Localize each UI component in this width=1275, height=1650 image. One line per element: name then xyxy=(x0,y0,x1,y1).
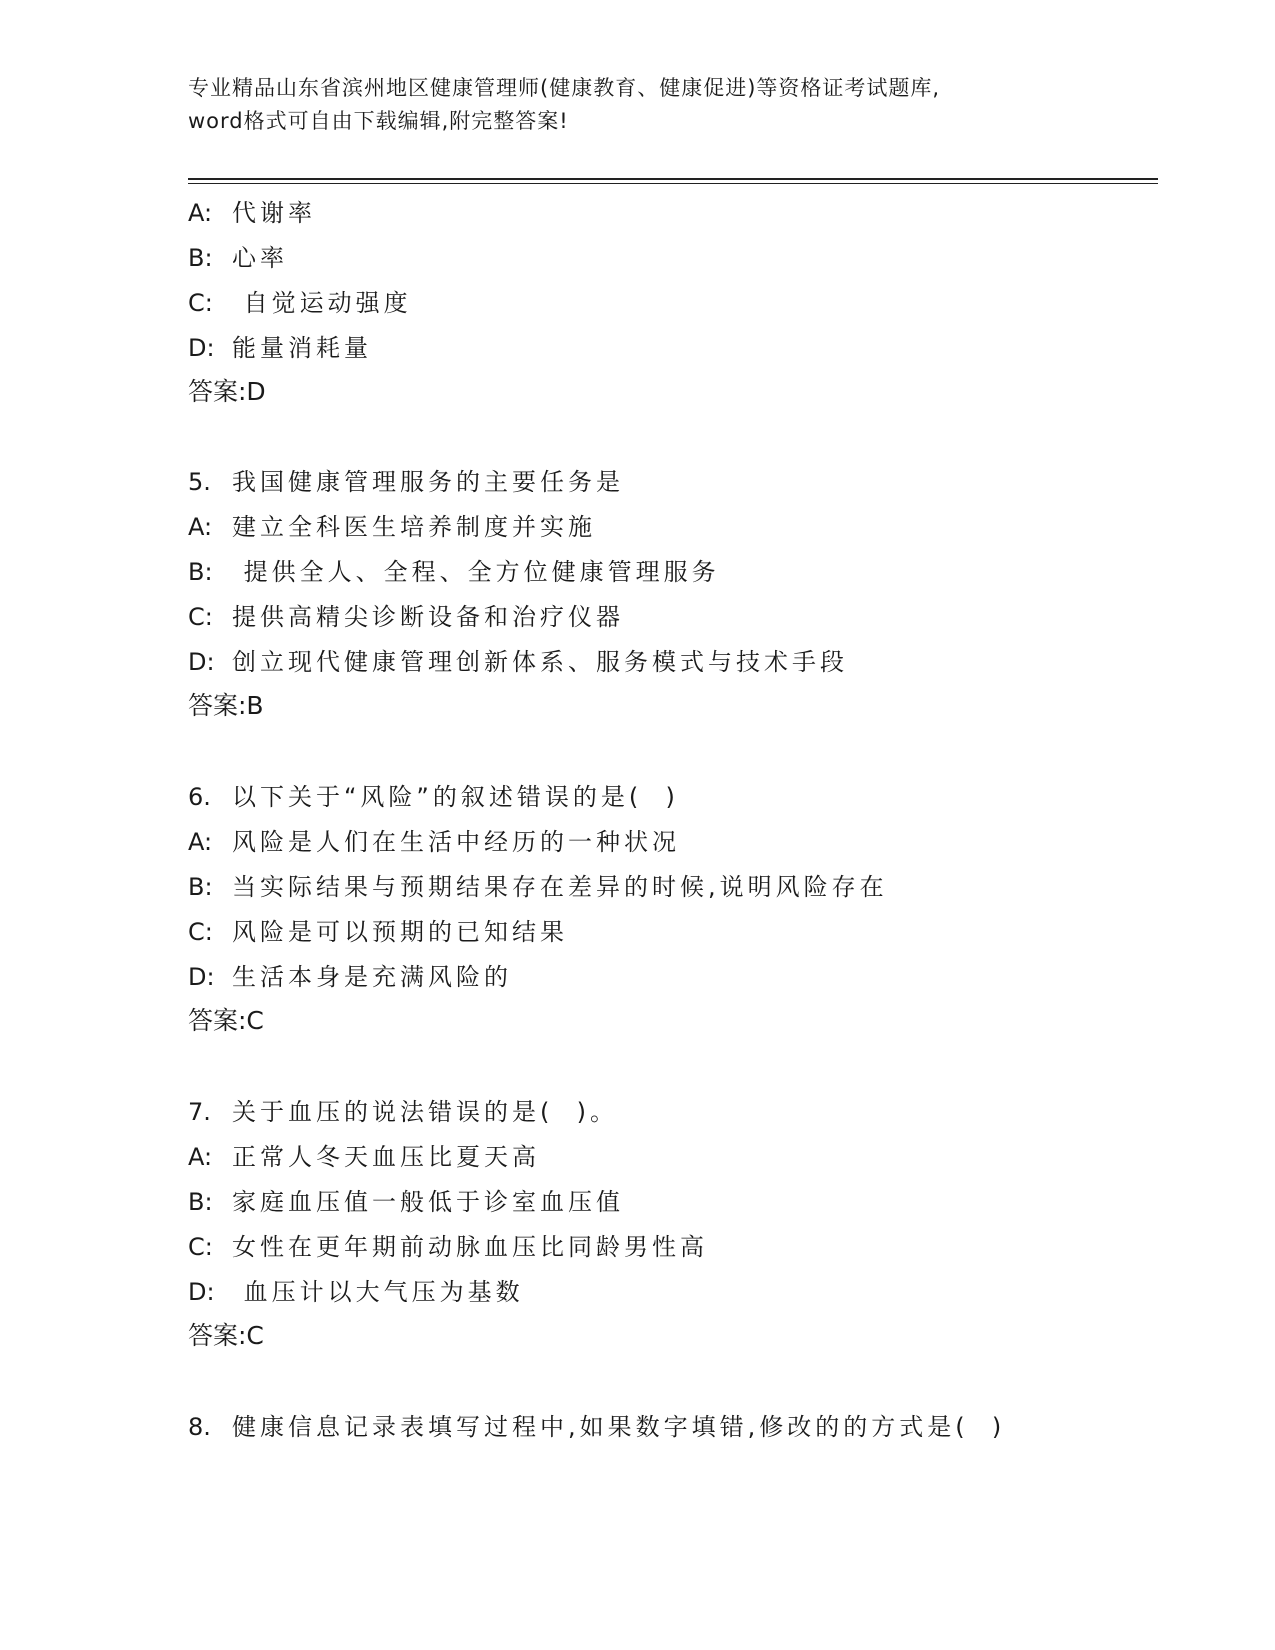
q7-option-a: A: 正常人冬天血压比夏天高 xyxy=(188,1143,540,1171)
q7-option-b: B: 家庭血压值一般低于诊室血压值 xyxy=(188,1188,624,1216)
header-divider-thin xyxy=(188,183,1158,184)
q5-option-a: A: 建立全科医生培养制度并实施 xyxy=(188,513,596,541)
q6-option-a: A: 风险是人们在生活中经历的一种状况 xyxy=(188,828,680,856)
q5-answer: 答案:B xyxy=(188,691,264,720)
q6-stem: 6. 以下关于“风险”的叙述错误的是( ) xyxy=(188,783,679,811)
q4-option-a: A: 代谢率 xyxy=(188,199,316,227)
document-header xyxy=(188,72,1088,138)
q6-option-b: B: 当实际结果与预期结果存在差异的时候,说明风险存在 xyxy=(188,873,888,901)
q4-option-c: C: 自觉运动强度 xyxy=(188,289,412,317)
q5-option-b: B: 提供全人、全程、全方位健康管理服务 xyxy=(188,558,720,586)
q4-option-d: D: 能量消耗量 xyxy=(188,334,372,362)
q6-answer: 答案:C xyxy=(188,1006,264,1035)
header-divider-thick xyxy=(188,178,1158,180)
q5-stem: 5. 我国健康管理服务的主要任务是 xyxy=(188,468,624,496)
q7-stem: 7. 关于血压的说法错误的是( )。 xyxy=(188,1098,618,1126)
header-line-2: word格式可自由下载编辑,附完整答案! xyxy=(188,109,569,133)
q8-stem: 8. 健康信息记录表填写过程中,如果数字填错,修改的的方式是( ) xyxy=(188,1413,1006,1441)
q4-option-b: B: 心率 xyxy=(188,244,288,272)
q6-option-c: C: 风险是可以预期的已知结果 xyxy=(188,918,568,946)
q7-option-d: D: 血压计以大气压为基数 xyxy=(188,1278,524,1306)
q6-option-d: D: 生活本身是充满风险的 xyxy=(188,963,512,991)
header-line-1: 专业精品山东省滨州地区健康管理师(健康教育、健康促进)等资格证考试题库, xyxy=(188,76,941,100)
q7-answer: 答案:C xyxy=(188,1321,264,1350)
q5-option-c: C: 提供高精尖诊断设备和治疗仪器 xyxy=(188,603,624,631)
q7-option-c: C: 女性在更年期前动脉血压比同龄男性高 xyxy=(188,1233,708,1261)
q5-option-d: D: 创立现代健康管理创新体系、服务模式与技术手段 xyxy=(188,648,848,676)
q4-answer: 答案:D xyxy=(188,377,266,406)
